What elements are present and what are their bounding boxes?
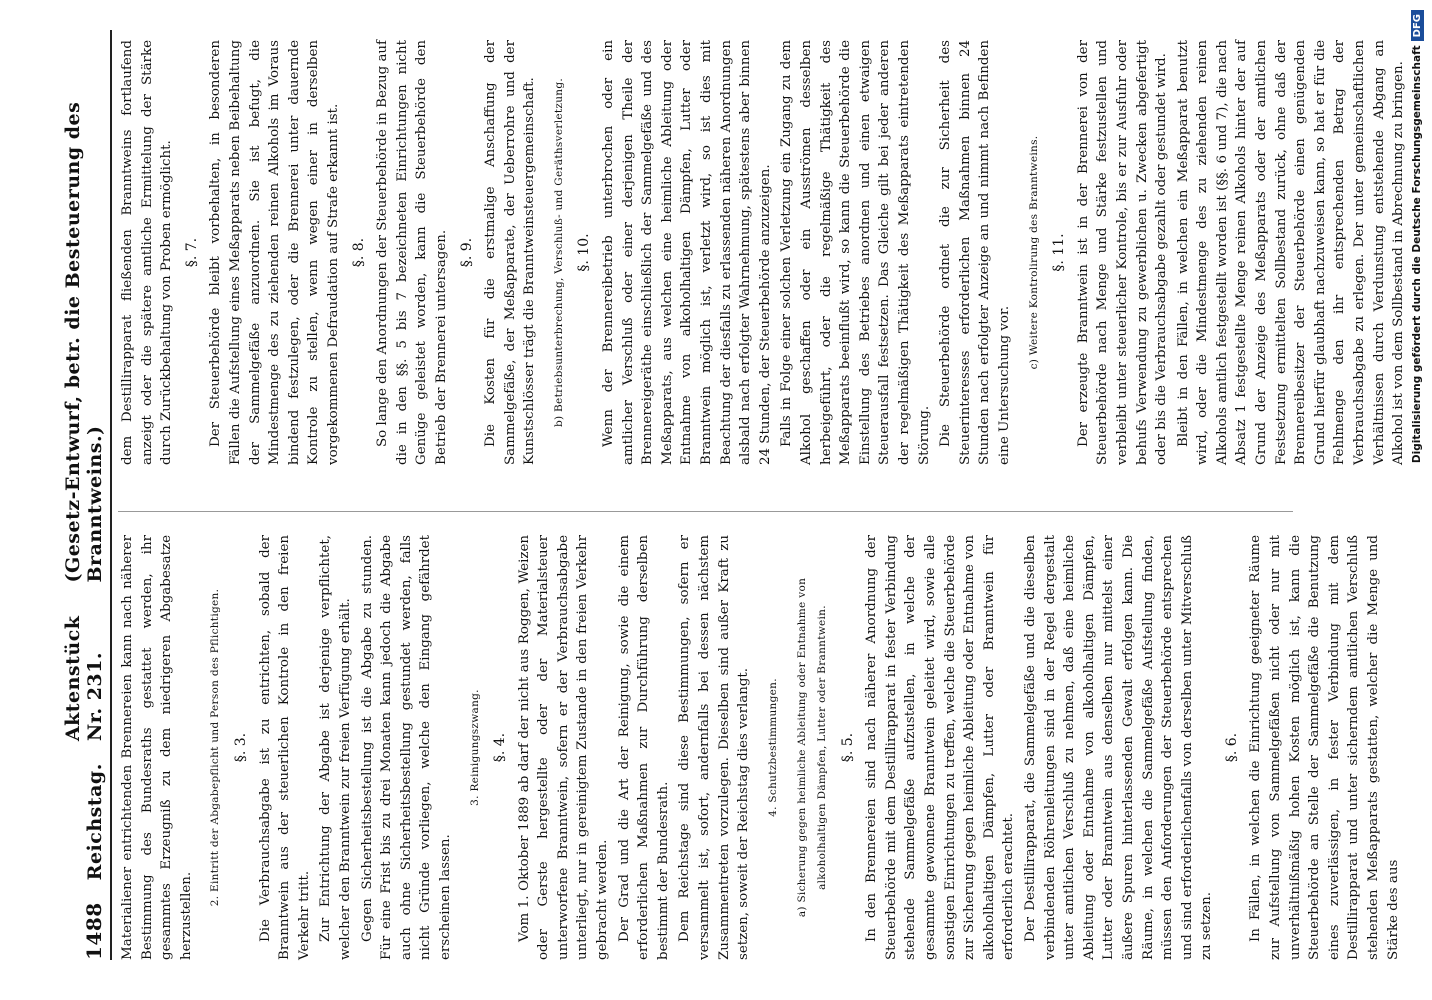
document-title: (Gesetz-Entwurf, betr. die Besteuerung des Branntweins.) xyxy=(62,101,106,583)
paragraph-text: Vom 1. Oktober 1889 ab darf der nicht aus Roggen, Weizen oder Gerste hergestellte oder der Materialsteuer unterworfene Branntwein, sofern er der Verbrauchsabgabe unterliegt, nur in gereinigtem Zustande in den freien Verkehr gebracht werden. xyxy=(516,535,611,960)
header-left xyxy=(62,583,106,960)
paragraph-text: Der Destillirapparat, die Sammelgefäße und die dieselben verbindenden Röhrenleitungen sind in der Regel dergestalt unter amtlichen Verschluß zu nehmen, daß eine heimliche Ableitung oder Entnahme von alkoholhaltigen Dämpfen, Lutter oder Branntwein aus denselben nur mittelst einer äußere Spuren hinterlassenden Gewalt erfolgen kann. Die Räume, in welchen die Sammelgefäße Aufstellung finden, müssen den Anforderungen der Steuerbehörde entsprechen und sind erforderlichenfalls von derselben unter Mitverschluß zu setzen. xyxy=(1022,535,1215,960)
section-heading: §. 8. xyxy=(350,237,367,268)
dfg-logo: DFG xyxy=(1411,10,1424,41)
paragraph-text: dem Destillirapparat fließenden Branntweins fortlaufend anzeigt oder die spätere amtliche Ermittelung der Stärke durch Zurückbehaltung von Proben ermöglicht. xyxy=(120,40,175,465)
paragraph-text: Die Steuerbehörde ordnet die zur Sicherheit des Steuerinteresses erforderlichen Maßnahmen binnen 24 Stunden nach erfolgter Anzeige an und nimmt nach Befinden eine Untersuchung vor. xyxy=(938,40,1012,465)
paragraph-text: In Fällen, in welchen die Einrichtung geeigneter Räume zur Aufstellung von Sammelgefäßen nicht oder nur mit unverhältnißmäßig hohen Kosten möglich ist, kann die Steuerbehörde an Stelle der Sammelgefäße die Benutzung eines zuverlässigen, in fester Verbindung mit dem Destillirapparat und unter sicherndem amtlichen Verschluß stehenden Meßapparats gestatten, welcher die Menge und Stärke des aus xyxy=(1248,535,1401,960)
section-heading: §. 3. xyxy=(232,732,249,763)
paragraph-text: Die Kosten für die erstmalige Anschaffung der Sammelgefäße, der Meßapparate, der Ueberrohre und der Kunstschlösser trägt die Branntweinsteuergemeinschaft. xyxy=(483,40,538,465)
paragraph-text: Zur Entrichtung der Abgabe ist derjenige verpflichtet, welcher den Branntwein zur freien Verfügung erhält. xyxy=(318,535,353,960)
subsection-heading: a) Sicherung gegen heimliche Ableitung oder Entnahme von alkoholhaltigen Dämpfen, Lutter oder Branntwein. xyxy=(796,577,828,918)
column-divider xyxy=(118,511,1293,512)
section-heading: §. 10. xyxy=(576,233,593,272)
parliament-label: Reichstag. xyxy=(84,763,106,881)
section-heading: §. 11. xyxy=(1051,233,1068,272)
paragraph-text: Wenn der Brennereibetrieb unterbrochen oder ein amtlicher Verschluß oder einer derjenigen Theile der Brennereigeräthe einschließlich der Sammelgefäße und des Meßapparats, aus welchen eine heimliche Ableitung oder Entnahme von alkoholhaltigen Dämpfen, Lutter oder Branntwein möglich ist, verletzt wird, so ist dies mit Beachtung der diesfalls zu erlassenden näheren Anordnungen alsbald nach erfolgter Wahrnehmung, spätestens aber binnen 24 Stunden, der Steuerbehörde anzuzeigen. xyxy=(601,40,773,465)
page-number: 1488 xyxy=(82,902,106,960)
subsection-heading: 4. Schutzbestimmungen. xyxy=(766,678,779,817)
section-heading: §. 4. xyxy=(492,732,509,763)
paragraph-text: Der erzeugte Branntwein ist in der Brennerei von der Steuerbehörde nach Menge und Stärke festzustellen und verbleibt unter steuerlicher Kontrole, bis er zur Ausfuhr oder behufs Verwendung zu gewerblichen u. Zwecken abgefertigt oder bis die Verbrauchsabgabe gezahlt oder gestundet wird. xyxy=(1075,40,1170,465)
paragraph-text: Der Steuerbehörde bleibt vorbehalten, in besonderen Fällen die Aufstellung eines Meßapparats neben Beibehaltung der Sammelgefäße anzuordnen. Sie ist befugt, die Mindestmenge des zu ziehenden reinen Alkohols im Voraus bindend festzulegen, oder die Brennerei unter dauernde Kontrole zu stellen, wenn wegen einer in derselben vorgekommenen Defraudation auf Strafe erkannt ist. xyxy=(208,40,341,465)
document-number: Aktenstück Nr. 231. xyxy=(62,615,106,742)
paragraph-text: Dem Reichstage sind diese Bestimmungen, sofern er versammelt ist, sofort, andernfalls bei dessen nächstem Zusammentreten vorzulegen. Dieselben sind außer Kraft zu setzen, soweit der Reichstag dies verlangt. xyxy=(677,535,752,960)
paragraph-text: Materialiener entrichtenden Brennereien kann nach näherer Bestimmung des Bundesraths gestattet werden, ihr gesammtes Erzeugniß zu dem niedrigeren Abgabesatze herzustellen. xyxy=(120,535,194,960)
subsection-heading: b) Betriebsunterbrechung, Verschluß- und Geräthsverletzung. xyxy=(552,78,565,428)
paragraph-text: So lange den Anordnungen der Steuerbehörde in Bezug auf die in den §§. 5 bis 7 bezeichneten Einrichtungen nicht Genüge geleistet worden, kann die Steuerbehörde den Betrieb der Brennerei untersagen. xyxy=(375,39,449,465)
subsection-heading: c) Weitere Kontrolirung des Branntweins. xyxy=(1027,135,1040,370)
digitization-credit: Digitalisierung gefördert durch die Deutsche Forschungsgemeinschaft xyxy=(1411,45,1423,464)
section-heading: §. 6. xyxy=(1223,732,1240,763)
paragraph-text: Die Verbrauchsabgabe ist zu entrichten, sobald der Branntwein aus der steuerlichen Kontrole in den freien Verkehr tritt. xyxy=(257,535,312,960)
subsection-heading: 2. Eintritt der Abgabepflicht und Person des Pflichtigen. xyxy=(209,588,222,907)
page-header xyxy=(62,30,106,960)
right-column xyxy=(118,39,1407,465)
header-rule xyxy=(110,30,112,960)
subsection-heading: 3. Reinigungszwang. xyxy=(468,689,481,806)
paragraph-text: In den Brennereien sind nach näherer Anordnung der Steuerbehörde mit dem Destillirapparat in fester Verbindung stehende Sammelgefäße aufzustellen, in welche der gesammte gewonnene Branntwein geleitet wird, sowie alle sonstigen Einrichtungen zu treffen, welche die Steuerbehörde zur Sicherung gegen heimliche Ableitung oder Entnahme von alkoholhaltigen Dämpfen, Lutter oder Branntwein für erforderlich erachtet. xyxy=(864,535,1017,960)
paragraph-text: Gegen Sicherheitsbestellung ist die Abgabe zu stunden. Für eine Frist bis zu drei Monaten kann jedoch die Abgabe auch ohne Sicherheitsbestellung gestundet werden, falls nicht Gründe vorliegen, welche den Eingang gefährdet erscheinen lassen. xyxy=(359,535,453,960)
paragraph-text: Falls in Folge einer solchen Verletzung ein Zugang zu dem Alkohol geschaffen oder ein Ausströmen desselben herbeigeführt, oder die regelmäßige Thätigkeit des Meßapparats beeinflußt wird, so kann die Steuerbehörde die Einstellung des Betriebes anordnen und einen etwaigen Steuerausfall festsetzen. Das Gleiche gilt bei jeder anderen der regelmäßigen Thätigkeit des Meßapparats eintretenden Störung. xyxy=(779,40,932,465)
paragraph-text: Der Grad und die Art der Reinigung, sowie die einem erforderlichen Maßnahmen zur Durchführung derselben bestimmt der Bundesrath. xyxy=(616,535,671,960)
section-heading: §. 5. xyxy=(839,732,856,763)
left-column xyxy=(118,535,1401,960)
paragraph-text: Bleibt in den Fällen, in welchen ein Meßapparat benutzt wird, oder die Mindestmenge des zu ziehenden reinen Alkohols amtlich festgestellt worden ist (§§. 6 und 7), die nach Absatz 1 festgestellte Menge reinen Alkohols hinter der auf Grund der Anzeige des Meßapparats oder der amtlichen Festsetzung ermittelten Sollbestand zurück, ohne daß der Brennereibesitzer der Steuerbehörde einen genügenden Grund hierfür glaubhaft nachzuweisen kann, so hat er für die Fehlmenge den ihr entsprechenden Betrag der Verbrauchsabgabe zu erlegen. Der unter gemeinschaftlichen Verhältnissen durch Verdunstung entstehende Abgang an Alkohol ist von dem Sollbestand in Abrechnung zu bringen. xyxy=(1175,40,1407,465)
page-footer xyxy=(1408,10,1426,990)
section-heading: §. 7. xyxy=(183,237,200,268)
section-heading: §. 9. xyxy=(458,237,475,268)
